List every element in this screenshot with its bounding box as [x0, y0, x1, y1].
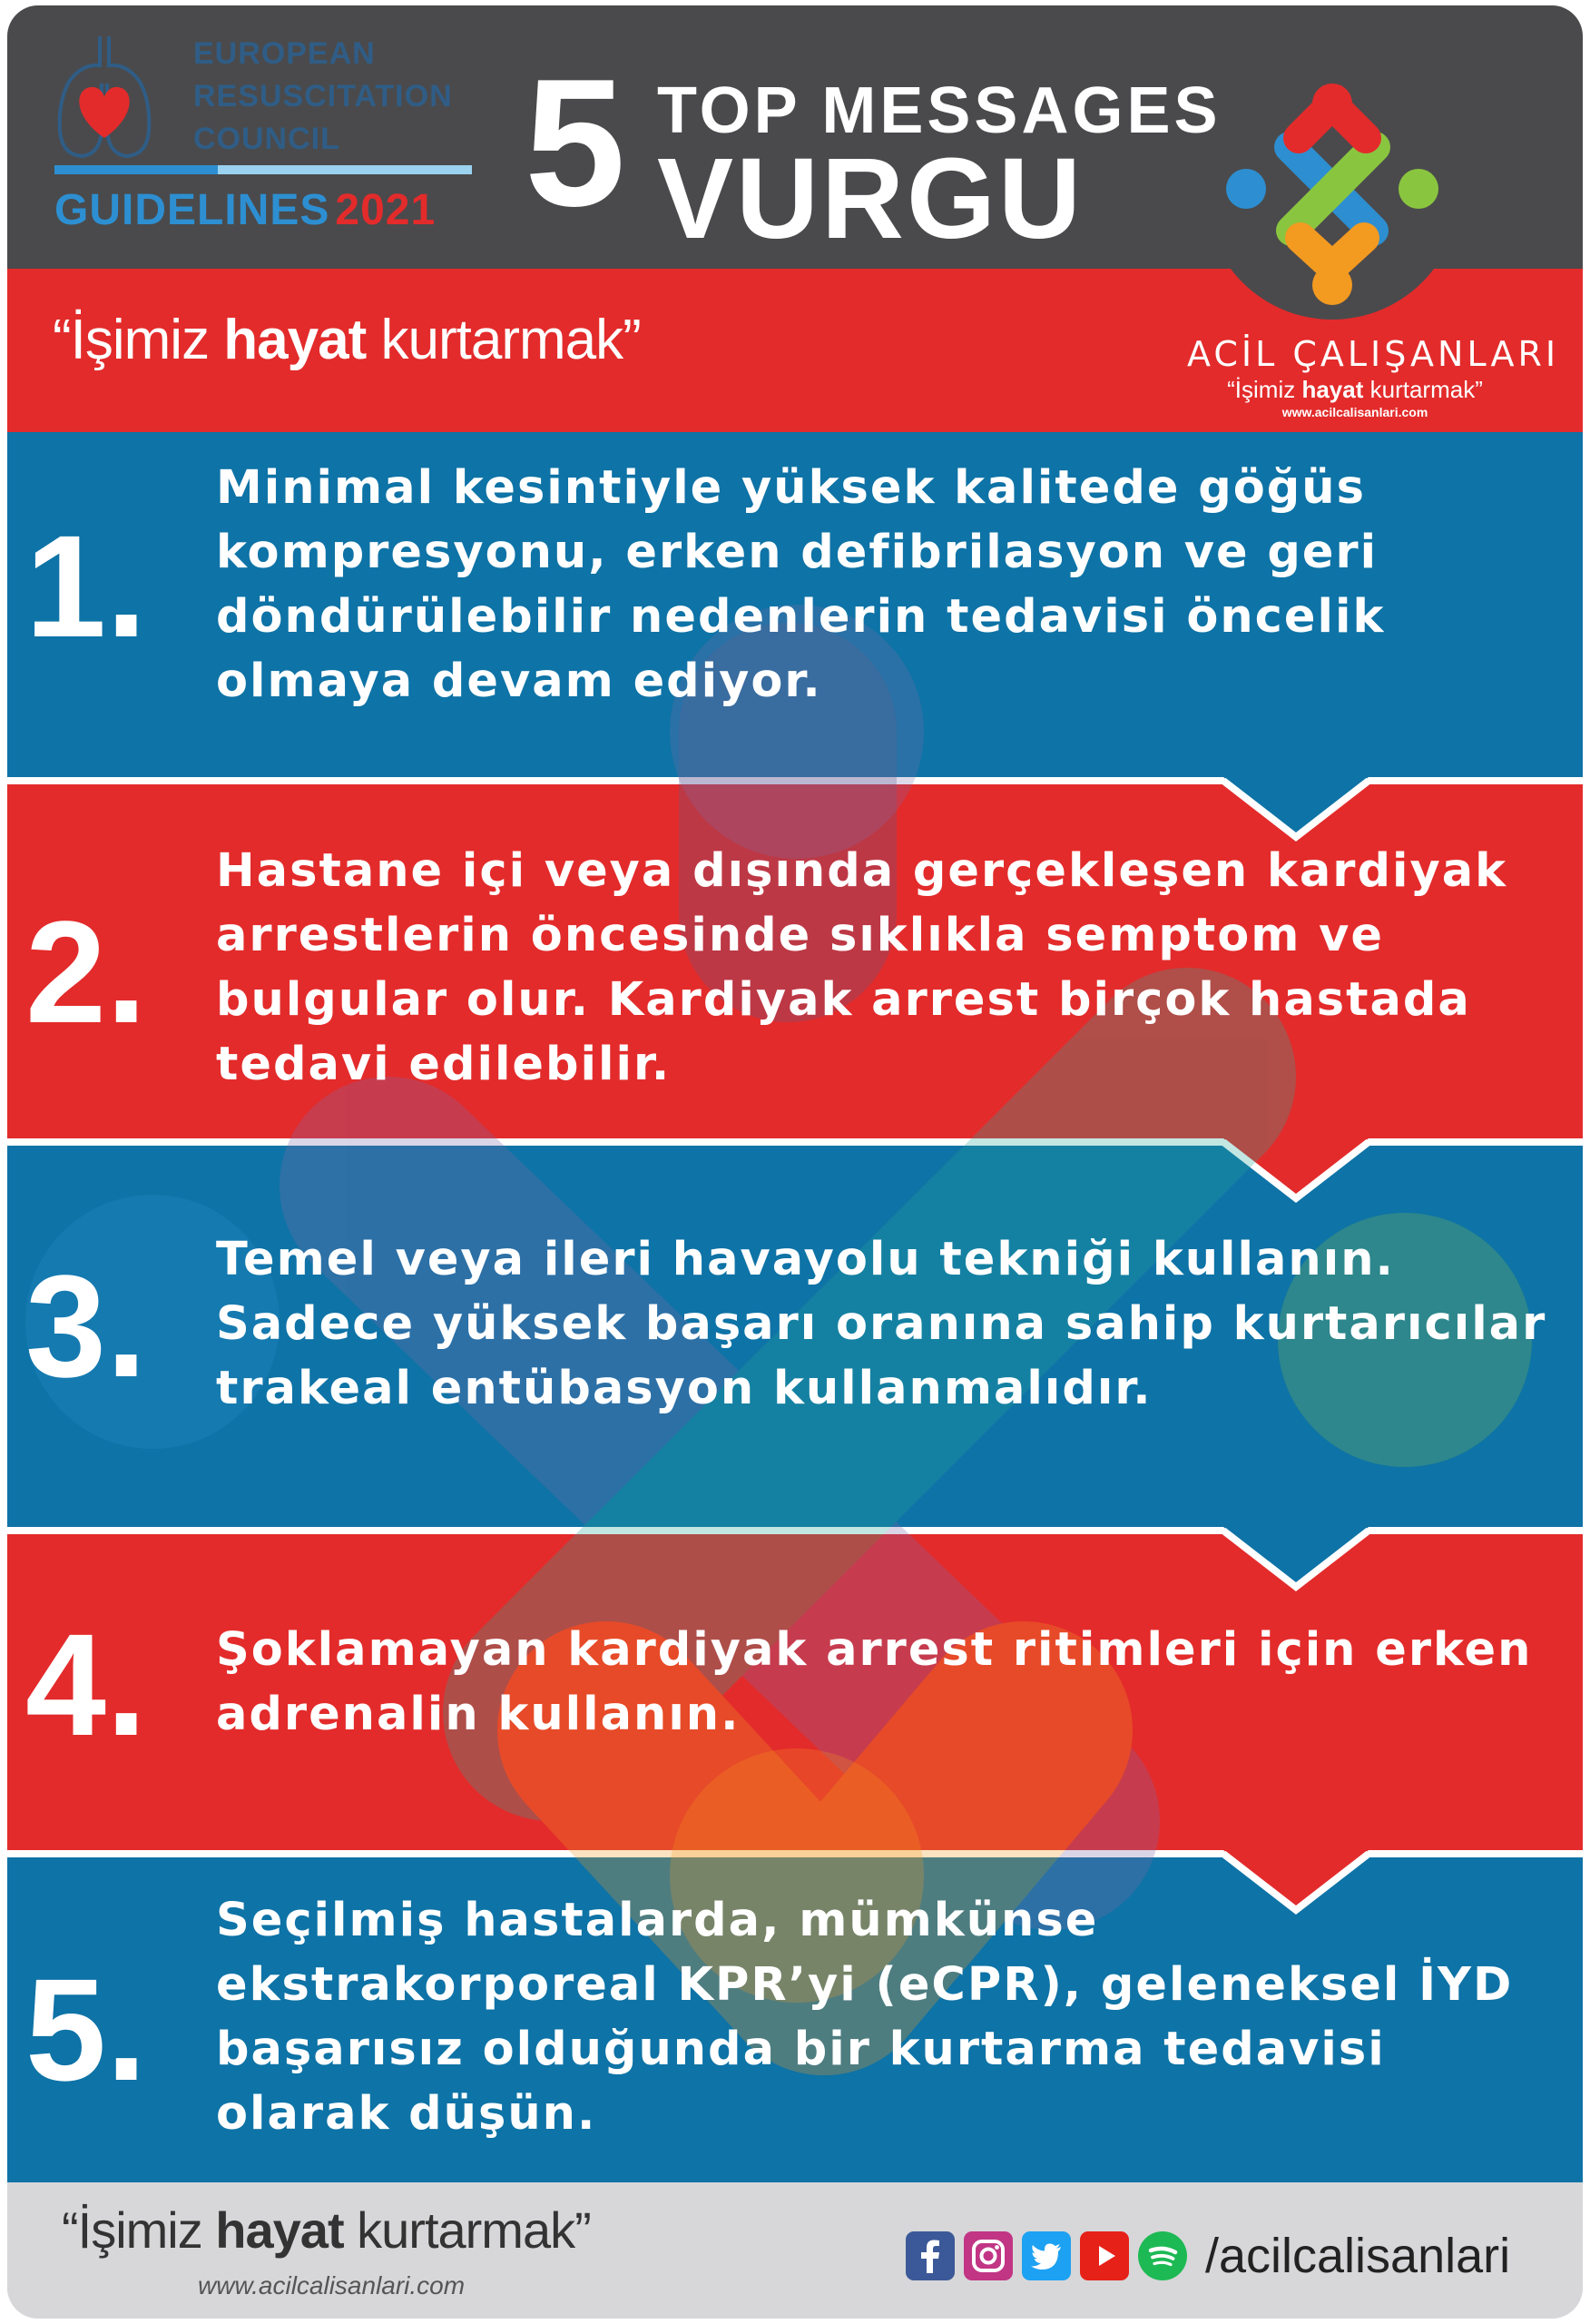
- twitter-icon[interactable]: [1022, 2231, 1071, 2280]
- divider-4: [7, 1850, 1583, 1857]
- spotify-icon[interactable]: [1138, 2231, 1187, 2280]
- guidelines-label: GUIDELINES 2021: [54, 186, 437, 234]
- divider-3: [7, 1527, 1583, 1534]
- erc-divider: [54, 165, 472, 174]
- erc-line-1: EUROPEAN: [193, 36, 376, 71]
- top-messages-title: TOP MESSAGES: [657, 74, 1222, 147]
- divider-1: [7, 777, 1583, 784]
- erc-lungs-heart-icon: [54, 29, 154, 165]
- facebook-icon[interactable]: [906, 2231, 955, 2280]
- big-five: 5: [525, 42, 626, 244]
- footer-slogan: “İşimiz hayat kurtarmak”: [62, 2201, 591, 2259]
- message-text-3: Temel veya ileri havayolu tekniği kullanın. Sadece yüksek başarı oranına sahip kurtarıcılar trakeal entübasyon kullanmalıdır.: [216, 1233, 1547, 1415]
- message-number-1: 1.: [25, 505, 147, 667]
- vurgu-title: VURGU: [657, 134, 1085, 262]
- brand-name: ACİL ÇALIŞANLARI: [1187, 334, 1560, 374]
- message-number-3: 3.: [25, 1245, 147, 1407]
- footer-url[interactable]: www.acilcalisanlari.com: [198, 2271, 466, 2299]
- message-number-2: 2.: [25, 891, 147, 1053]
- brand-url: www.acilcalisanlari.com: [1281, 405, 1428, 419]
- message-number-5: 5.: [25, 1948, 147, 2111]
- header-slogan: “İşimiz hayat kurtarmak”: [53, 309, 641, 371]
- message-text-2: Hastane içi veya dışında gerçekleşen kardiyak arrestlerin öncesinde sıklıkla semptom ve bulgular olur. Kardiyak arrest birçok hastada tedavi edilebilir.: [216, 844, 1508, 1091]
- erc-line-3: COUNCIL: [193, 122, 340, 156]
- social-handle[interactable]: /acilcalisanlari: [1205, 2229, 1511, 2283]
- erc-line-2: RESUSCITATION: [193, 79, 453, 113]
- acil-calisanlari-logo-icon: [1192, 56, 1473, 338]
- message-text-5: Seçilmiş hastalarda, mümkünse ekstrakorporeal KPR’yi (eCPR), geleneksel İYD başarısız olduğunda bir kurtarma tedavisi olarak düşün.: [216, 1894, 1514, 2141]
- infographic-card: [7, 5, 1583, 2319]
- divider-2: [7, 1138, 1583, 1146]
- youtube-icon[interactable]: [1080, 2231, 1129, 2280]
- brand-slogan: “İşimiz hayat kurtarmak”: [1227, 376, 1483, 403]
- erc-name: [193, 33, 493, 161]
- guidelines-year: 2021: [335, 186, 437, 234]
- message-text-1: Minimal kesintiyle yüksek kalitede göğüs kompresyonu, erken defibrilasyon ve geri döndürülebilir nedenlerin tedavisi öncelik olmaya devam ediyor.: [216, 461, 1386, 708]
- instagram-icon[interactable]: [964, 2231, 1013, 2280]
- message-number-4: 4.: [25, 1603, 147, 1766]
- message-text-4: Şoklamayan kardiyak arrest ritimleri için erken adrenalin kullanın.: [216, 1623, 1533, 1741]
